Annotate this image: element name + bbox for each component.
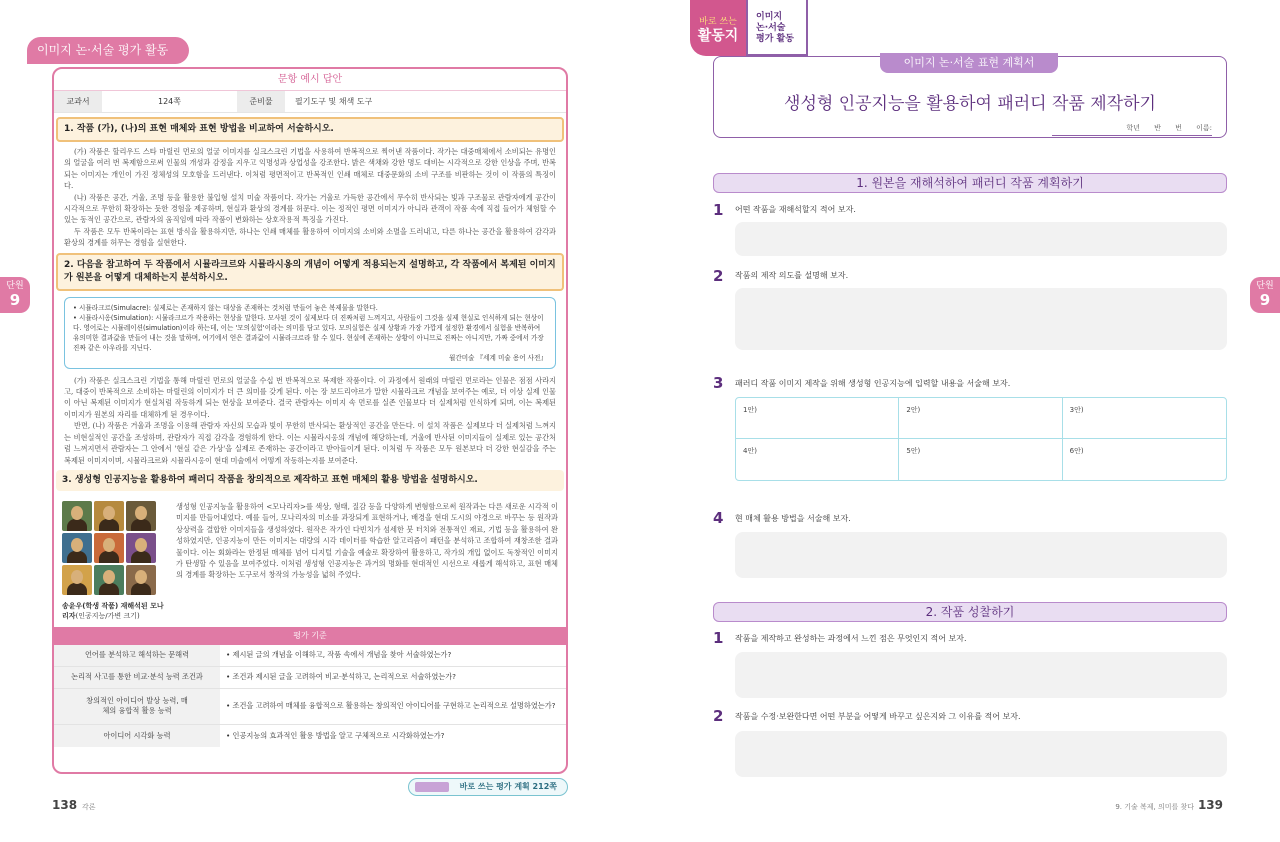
answer-1 <box>54 146 566 249</box>
mona-lisa-tile <box>94 501 124 531</box>
evaluation-criterion: 언어를 분석하고 해석하는 문해력 <box>54 645 220 666</box>
mona-lisa-tile <box>62 501 92 531</box>
answer-2-paragraph: 반면, (나) 작품은 거울과 조명을 이용해 관람자 자신의 모습과 빛이 무한히 반사되는 환상적인 공간을 만든다. 이 설치 작품은 실제보다 더 실제처럼 느껴지는 비현실적인 공간을 조성하며, 관람자가 직접 감각을 경험하게 한다. 이는 시뮬라시옹의 개념에 해당하는데, 거울에 반사된 이미지들이 실제로 있는 공간처럼 느껴지면서 관람자는 그 안에서 '현실 같은 가상'을 실제로 존재하는 공간이라고 받아들이게 된다. 이처럼 두 작품은 모두 원본보다 더 강한 현실감을 주는 복제된 이미지이며, 시뮬라크르와 시뮬라시옹이 현대 미술에서 어떻게 작동하는지를 보여준다. <box>64 421 556 465</box>
question-2: 2. 다음을 참고하여 두 작품에서 시뮬라크르와 시뮬라시옹의 개념이 어떻게 적용되는지 설명하고, 각 작품에서 복제된 이미지가 원본을 어떻게 대체하는지 분석하시오. <box>56 253 564 291</box>
prompt-cell[interactable]: 6안) <box>1069 447 1084 455</box>
mona-lisa-grid-image <box>62 501 166 595</box>
page-section: 9. 기술 복제, 의미를 찾다 <box>1115 803 1194 811</box>
unit-number: 9 <box>9 291 21 309</box>
caption-title: 송윤우(학생 작품) 재해석된 모나리자 <box>62 601 164 620</box>
answer-2 <box>54 375 566 466</box>
badge-side <box>746 0 808 56</box>
mona-lisa-tile <box>62 533 92 563</box>
question-text: 어떤 작품을 재해석할지 적어 보자. <box>735 205 856 214</box>
question-number: 1 <box>713 201 724 219</box>
info-key-materials: 준비물 <box>237 91 285 112</box>
evaluation-plan-link[interactable] <box>408 778 568 796</box>
question-3: 3. 생성형 인공지능을 활용하여 패러디 작품을 창의적으로 제작하고 표현 매체의 활용 방법을 설명하시오. <box>56 470 564 491</box>
info-value-materials: 필기도구 및 채색 도구 <box>295 97 373 106</box>
evaluation-description: • 조건을 고려하여 매체를 융합적으로 활용하는 창의적인 아이디어를 구현하고 논리적으로 설명하였는가? <box>226 701 556 711</box>
unit-label: 단원 <box>1256 281 1274 291</box>
unit-tab-right[interactable] <box>1250 277 1280 313</box>
figure-caption <box>62 601 166 621</box>
page-number: 138 <box>52 798 78 812</box>
answer-input-2[interactable] <box>735 288 1227 350</box>
answer-1-paragraph: 두 작품은 모두 반복이라는 표현 방식을 활용하지만, 하나는 인쇄 매체를 활용하여 이미지의 소비와 소멸을 드러내고, 다른 하나는 공간을 활용하여 감각과 환상의 경계를 허무는 경험을 실현한다. <box>64 226 556 248</box>
badge-main <box>690 0 746 56</box>
right-page <box>640 0 1280 842</box>
question-number: 2 <box>713 267 724 285</box>
question-text: 작품을 제작하고 완성하는 과정에서 느낀 점은 무엇인지 적어 보자. <box>735 634 967 643</box>
worksheet-badge <box>690 0 808 56</box>
answer-1-paragraph: (가) 작품은 할리우드 스타 마릴린 먼로의 얼굴 이미지를 실크스크린 기법을 사용하여 반복적으로 찍어낸 작품이다. 작가는 대중매체에서 소비되는 유명인의 얼굴을 여러 번 복제함으로써 인물의 개성과 감정을 지우고 익명성과 상업성을 강조한다. 밝은 색채와 강한 명도 대비는 시각적으로 강한 인상을 주며, 반복되는 이미지는 개인이 가진 정체성의 모호함을 드러낸다. 이처럼 평면적이고 반복적인 인쇄 매체로 대중문화의 소비 구조를 비판하는 것이 이 작품의 특징이다. <box>64 147 556 191</box>
plan-title: 생성형 인공지능을 활용하여 패러디 작품 제작하기 <box>784 94 1156 114</box>
page-number: 139 <box>1197 798 1223 812</box>
answer-card <box>52 67 568 774</box>
question-text: 작품을 수정·보완한다면 어떤 부분을 어떻게 바꾸고 싶은지와 그 이유를 적어 보자. <box>735 712 1021 721</box>
artwork-figure <box>62 501 166 621</box>
prompt-cell[interactable]: 4안) <box>736 439 899 480</box>
activity-tag: 이미지 논·서술 평가 활동 <box>27 37 189 64</box>
definition-simulacre: • 시뮬라크르(Simulacre): 실제로는 존재하지 않는 대상을 존재하는 것처럼 만들어 놓은 복제물을 말한다. <box>73 303 378 312</box>
question-text: 패러디 작품 이미지 제작을 위해 생성형 인공지능에 입력할 내용을 서술해 보자. <box>735 379 1011 388</box>
plan-card <box>713 56 1227 138</box>
evaluation-row <box>54 689 566 725</box>
answer-2-paragraph: (가) 작품은 실크스크린 기법을 통해 마릴린 먼로의 얼굴을 수십 번 반복적으로 복제한 작품이다. 이 과정에서 원래의 마릴린 먼로라는 인물은 점점 사라지고, 대중이 반복적으로 소비하는 마릴린의 이미지가 더 큰 의미를 갖게 된다. 이는 장 보드리야르가 말한 시뮬라크르 개념을 보여주는 예로, 더 이상 실제 인물이 아닌 복제된 이미지가 현실처럼 작동하게 되는 현상을 보여준다. 결국 관람자는 이미지 속 먼로를 실존 인물보다 더 실제처럼 인식하게 되며, 이는 복제된 이미지가 원본의 자리를 대체하게 된 경우이다. <box>64 375 556 419</box>
reflection-input-2[interactable] <box>735 731 1227 777</box>
definition-box <box>64 297 556 369</box>
books-icon <box>415 782 449 792</box>
mona-lisa-tile <box>94 565 124 595</box>
mona-lisa-tile <box>126 565 156 595</box>
definition-source: 월간미술 『세계 미술 용어 사전』 <box>448 353 547 362</box>
badge-side-line: 논·서술 <box>756 23 786 33</box>
evaluation-criterion: 창의적인 아이디어 발상 능력, 매체의 융합적 활용 능력 <box>54 689 220 724</box>
page-section: 각론 <box>82 803 96 811</box>
evaluation-criterion: 논리적 사고를 통한 비교·분석 능력 조건과 <box>54 667 220 688</box>
prompt-cell[interactable]: 5안) <box>899 439 1062 480</box>
mona-lisa-tile <box>62 565 92 595</box>
answer-input-4[interactable] <box>735 532 1227 578</box>
evaluation-criterion: 아이디어 시각화 능력 <box>54 725 220 747</box>
info-key-textbook: 교과서 <box>54 91 102 112</box>
evaluation-description: • 조건과 제시된 글을 고려하여 비교·분석하고, 논리적으로 서술하였는가? <box>226 672 456 682</box>
plan-tab: 이미지 논·서술 표현 계획서 <box>880 53 1058 73</box>
question-text: 현 매체 활용 방법을 서술해 보자. <box>735 514 851 523</box>
mona-lisa-tile <box>126 533 156 563</box>
prompt-cell[interactable]: 2안) <box>899 398 1062 439</box>
unit-label: 단원 <box>6 281 24 291</box>
evaluation-row <box>54 667 566 689</box>
evaluation-row <box>54 645 566 667</box>
badge-side-line: 평가 활동 <box>756 34 794 44</box>
caption-detail: (인공지능/가변 크기) <box>75 611 140 620</box>
answer-1-paragraph: (나) 작품은 공간, 거울, 조명 등을 활용한 불입형 설치 미술 작품이다. 작가는 거울로 가득한 공간에서 무수히 반사되는 빛과 구조물로 관람자에게 공간이 시각적으로 무한히 확장하는 듯한 경험을 제공하며, 현실과 환상의 경계를 허문다. 이는 정적인 평면 이미지가 아니라 관객이 작품 속에 직접 들어가 체험할 수 있는 동적인 공간으로, 관람자의 움직임에 따라 작품이 변화하는 상호작용적 특징을 가진다. <box>64 192 556 225</box>
mona-lisa-tile <box>126 501 156 531</box>
badge-big-text: 활동지 <box>697 28 739 44</box>
card-heading: 문항 예시 답안 <box>54 69 566 91</box>
question-number: 1 <box>713 629 724 647</box>
plan-link-label: 바로 쓰는 평가 계획 212쪽 <box>459 782 557 791</box>
question-number: 4 <box>713 509 724 527</box>
mona-lisa-tile <box>94 533 124 563</box>
info-row <box>54 91 566 113</box>
definition-simulation: • 시뮬라시옹(Simulation): 시뮬라크르가 작용하는 현상을 말한다. 모사된 것이 실제보다 더 진짜처럼 느껴지고, 사람들이 그것을 실제 현실로 인식하게 되는 현상이다. 영어로는 시뮬레이션(simulation)이라 하는데, 이는 '모의실험'이라는 의미를 담고 있다. 모의실험은 실제 상황과 가장 가깝게 설정한 환경에서 실험을 반복하여 유의미한 결과값을 만들어 내는 것을 말하며, 여기에서 얻은 결과값이 시뮬라크르라 할 수 있다. 현실에 존재하는 상황이 아니므로 진짜는 아니지만, 가짜 중에서 가장 진짜 같은 아우라를 지닌다. <box>73 313 544 352</box>
question-number: 3 <box>713 374 724 392</box>
question-1: 1. 작품 (가), (나)의 표현 매체와 표현 방법을 비교하여 서술하시오. <box>56 117 564 142</box>
prompt-grid <box>735 397 1227 481</box>
prompt-cell[interactable]: 3안) <box>1063 398 1226 439</box>
answer-3-text: 생성형 인공지능을 활용하여 <모나리자>를 색상, 형태, 질감 등을 다양하게 변형함으로써 원작과는 다른 새로운 시각적 이미지를 만들어내었다. 예를 들어, 모나리자의 미소를 과장되게 표현하거나, 배경을 현대 도시의 야경으로 바꾸는 등 원작과 상상력을 결합한 이미지들을 생성하였다. 원작은 작가인 다빈치가 섬세한 붓 터치와 전통적인 재료, 기법 등을 활용하여 완성하였지만, 인공지능이 만든 이미지는 대량의 시각 데이터를 학습한 알고리즘이 패턴을 분석하고 조합하여 재창조한 결과물이다. 이는 회화라는 한정된 매체를 넘어 디지털 기술을 예술로 확장하여 활용하고, 작가의 개입 없이도 독창적인 이미지가 탄생할 수 있음을 보여주었다. 이처럼 생성형 인공지능은 과거의 명화를 현대적인 시선으로 새롭게 해석하고, 표현 매체의 경계를 확장하는 도구로서 창작의 가능성을 넓혀 주었다. <box>176 501 558 580</box>
question-number: 2 <box>713 707 724 725</box>
badge-small-text: 바로 쓰는 <box>699 17 737 27</box>
reflection-input-1[interactable] <box>735 652 1227 698</box>
section-2-heading: 2. 작품 성찰하기 <box>713 602 1227 622</box>
answer-3 <box>54 495 566 621</box>
section-1-heading: 1. 원본을 재해석하여 패러디 작품 계획하기 <box>713 173 1227 193</box>
unit-tab-left[interactable] <box>0 277 30 313</box>
prompt-cell[interactable]: 1안) <box>736 398 899 439</box>
badge-side-line: 이미지 <box>756 12 783 22</box>
answer-input-1[interactable] <box>735 222 1227 256</box>
unit-number: 9 <box>1259 291 1271 309</box>
student-info-field[interactable]: 학년 반 번 이름: <box>1052 123 1212 136</box>
info-value-page: 124쪽 <box>158 97 181 106</box>
evaluation-description: • 인공지능의 효과적인 활용 방법을 알고 구체적으로 시각화하였는가? <box>226 730 445 740</box>
evaluation-row <box>54 725 566 747</box>
evaluation-description: • 제시된 글의 개념을 이해하고, 작품 속에서 개념을 찾아 서술하였는가? <box>226 650 452 660</box>
evaluation-heading: 평가 기준 <box>54 627 566 645</box>
question-text: 작품의 제작 의도를 설명해 보자. <box>735 271 849 280</box>
